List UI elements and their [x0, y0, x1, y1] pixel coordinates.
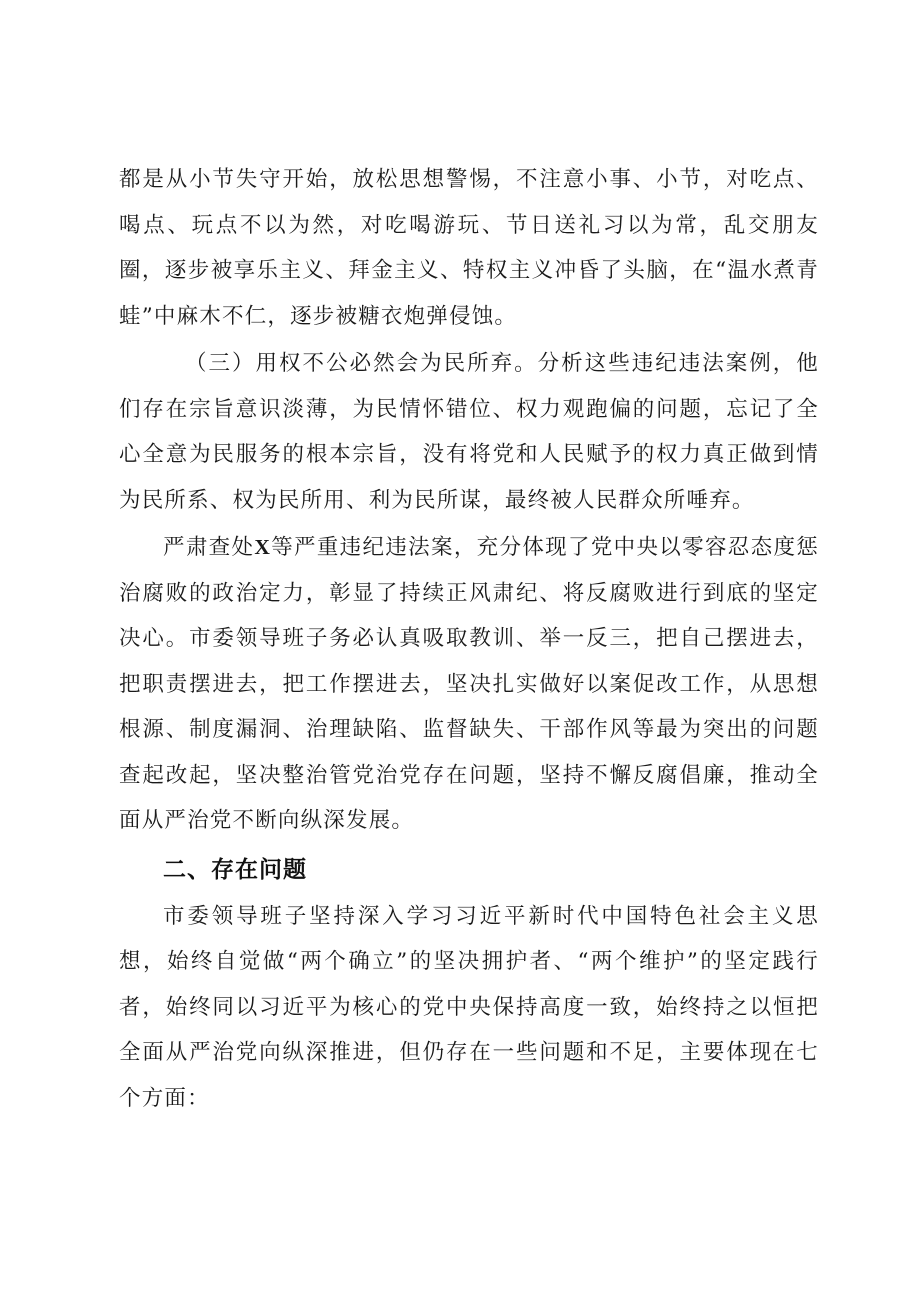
paragraph-section-three: （三）用权不公必然会为民所弃。分析这些违纪违法案例，他们存在宗旨意识淡薄，为民情怀错位、权力观跑偏的问题，忘记了全心全意为民服务的根本宗旨，没有将党和人民赋予的权力真正做到情为民所系、权为民所用、利为民所谋，最终被人民群众所唾弃。	[119, 351, 819, 513]
paragraph-case-handling-lead: 严肃查处	[163, 535, 255, 560]
paragraph-case-handling	[119, 525, 819, 844]
paragraph-problems-intro: 市委领导班子坚持深入学习习近平新时代中国特色社会主义思想，始终自觉做“两个确立”的坚决拥护者、“两个维护”的坚定践行者，始终同以习近平为核心的党中央保持高度一致，始终持之以恒把全面从严治党向纵深推进，但仍存在一些问题和不足，主要体现在七个方面：	[119, 903, 819, 1111]
document-body	[119, 157, 819, 1121]
section-heading-problems: 二、存在问题	[163, 856, 307, 883]
paragraph-continued: 都是从小节失守开始，放松思想警惕，不注意小事、小节，对吃点、喝点、玩点不以为然，对吃喝游玩、节日送礼习以为常，乱交朋友圈，逐步被享乐主义、拜金主义、特权主义冲昏了头脑，在“温水煮青蛙”中麻木不仁，逐步被糖衣炮弹侵蚀。	[119, 167, 819, 329]
case-placeholder-mark: X	[254, 535, 272, 559]
paragraph-case-handling-rest: 等严重违纪违法案，充分体现了党中央以零容忍态度惩治腐败的政治定力，彰显了持续正风肃纪、将反腐败进行到底的坚定决心。市委领导班子务必认真吸取教训、举一反三，把自己摆进去，把职责摆进去，把工作摆进去，坚决扎实做好以案促改工作，从思想根源、制度漏洞、治理缺陷、监督缺失、干部作风等最为突出的问题查起改起，坚决整治管党治党存在问题，坚持不懈反腐倡廉，推动全面从严治党不断向纵深发展。	[119, 535, 819, 833]
